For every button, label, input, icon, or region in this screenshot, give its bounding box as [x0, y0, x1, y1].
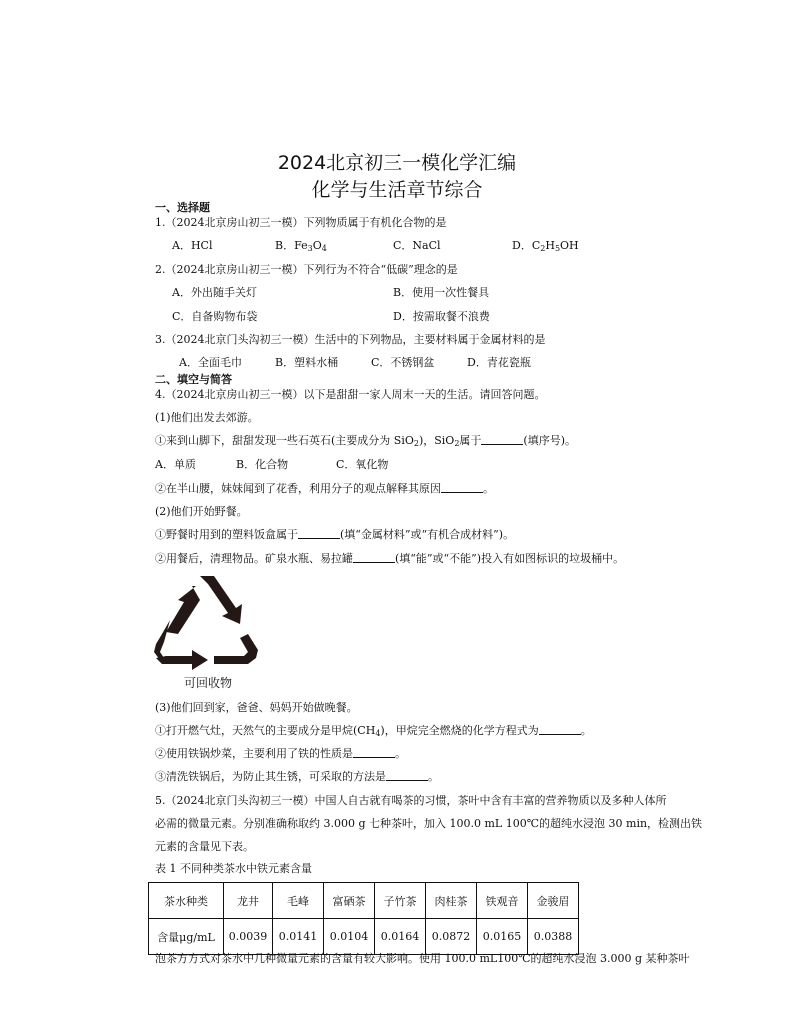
table-cell: 含量μg/mL [149, 919, 224, 955]
section-heading-fill: 二、填空与简答 [155, 373, 232, 386]
q4-option-a: A．单质 [155, 458, 196, 471]
q4-option-b: B．化合物 [236, 458, 289, 471]
answer-blank[interactable] [353, 552, 395, 563]
q4-part-2: (2)他们开始野餐。 [155, 505, 248, 518]
recycle-label: 可回收物 [184, 676, 233, 690]
q4-part-1-1: ①来到山脚下，甜甜发现一些石英石(主要成分为 SiO$_2$)，SiO$_2$属于 (填序号)。 [155, 434, 577, 448]
q4-part-1-2: ②在半山腰，妹妹闻到了花香，利用分子的观点解释其原因 。 [155, 482, 494, 495]
answer-blank[interactable] [386, 770, 428, 781]
table-cell: 0.0164 [375, 919, 426, 955]
q4-part-2-2: ②用餐后，清理物品。矿泉水瓶、易拉罐 (填“能”或“不能”)投入有如图标识的垃圾桶中。 [155, 552, 625, 565]
q1-option-d: D．$C_2H_5OH$ [512, 239, 579, 253]
table-caption: 表 1 不同种类茶水中铁元素含量 [155, 862, 312, 875]
q1-option-b: B．$Fe_3O_4$ [275, 239, 327, 253]
answer-blank[interactable] [481, 434, 523, 445]
q2-option-c: C．自备购物布袋 [172, 310, 258, 323]
question-4-stem: 4.（2024北京房山初三一模）以下是甜甜一家人周末一天的生活。请回答问题。 [155, 388, 546, 401]
answer-blank[interactable] [441, 482, 483, 493]
question-2-stem: 2.（2024北京房山初三一模）下列行为不符合“低碳”理念的是 [155, 263, 458, 276]
q4-part-1: (1)他们出发去郊游。 [155, 411, 259, 424]
question-5-line-3: 元素的含量见下表。 [155, 840, 254, 853]
question-1-stem: 1.（2024北京房山初三一模）下列物质属于有机化合物的是 [155, 216, 447, 229]
table-cell: 0.0872 [426, 919, 477, 955]
q4-part-2-1: ①野餐时用到的塑料饭盒属于 (填“金属材料”或“有机合成材料”)。 [155, 528, 515, 541]
answer-blank[interactable] [298, 528, 340, 539]
table-header-row [149, 883, 579, 919]
table-cell: 富硒茶 [324, 883, 375, 919]
q1-option-a: A．HCl [172, 239, 213, 252]
table-cell: 肉桂茶 [426, 883, 477, 919]
table-cell: 茶水种类 [149, 883, 224, 919]
q4-part-3-3: ③清洗铁锅后，为防止其生锈，可采取的方法是 。 [155, 770, 439, 783]
recycle-icon [152, 572, 264, 672]
iron-content-table [148, 882, 579, 955]
table-cell: 金骏眉 [528, 883, 579, 919]
q3-option-b: B．塑料水桶 [275, 356, 339, 369]
question-5-line-1: 5.（2024北京门头沟初三一模）中国人自古就有喝茶的习惯，茶叶中含有丰富的营养物质以及多种人体所 [155, 794, 667, 807]
table-cell: 0.0141 [273, 919, 324, 955]
question-5-line-2: 必需的微量元素。分别准确称取约 3.000 g 七种茶叶，加入 100.0 mL 100℃的超纯水浸泡 30 min，检测出铁 [155, 817, 703, 830]
q3-option-c: C．不锈钢盆 [371, 356, 435, 369]
table-cell: 0.0104 [324, 919, 375, 955]
question-5-line-4: 泡茶方方式对茶水中几种微量元素的含量有较大影响。使用 100.0 mL100℃的超纯水浸泡 3.000 g 某种茶叶 [155, 952, 690, 965]
q4-option-c: C．氧化物 [336, 458, 389, 471]
table-cell: 毛峰 [273, 883, 324, 919]
table-cell: 子竹茶 [375, 883, 426, 919]
table-row [149, 919, 579, 955]
q4-part-3-2: ②使用铁锅炒菜，主要利用了铁的性质是 。 [155, 747, 406, 760]
q1-option-c: C．NaCl [393, 239, 441, 252]
answer-blank[interactable] [353, 747, 395, 758]
q4-part-3-1: ①打开燃气灶，天然气的主要成分是甲烷$(CH_4)$，甲烷完全燃烧的化学方程式为 。 [155, 724, 592, 738]
q2-option-a: A．外出随手关灯 [172, 286, 257, 299]
q3-option-a: A．全面毛巾 [179, 356, 242, 369]
q2-option-d: D．按需取餐不浪费 [393, 310, 490, 323]
section-heading-choice: 一、选择题 [155, 201, 210, 214]
q2-option-b: B．使用一次性餐具 [393, 286, 490, 299]
q3-option-d: D．青花瓷瓶 [467, 356, 531, 369]
table-cell: 0.0388 [528, 919, 579, 955]
table-cell: 0.0165 [477, 919, 528, 955]
q4-part-3: (3)他们回到家，爸爸、妈妈开始做晚餐。 [155, 701, 358, 714]
document-title: 2024北京初三一模化学汇编 [277, 152, 517, 174]
answer-blank[interactable] [539, 724, 581, 735]
document-subtitle: 化学与生活章节综合 [311, 179, 483, 201]
table-cell: 铁观音 [477, 883, 528, 919]
question-3-stem: 3.（2024北京门头沟初三一模）生活中的下列物品，主要材料属于金属材料的是 [155, 333, 546, 346]
table-cell: 龙井 [224, 883, 273, 919]
table-cell: 0.0039 [224, 919, 273, 955]
